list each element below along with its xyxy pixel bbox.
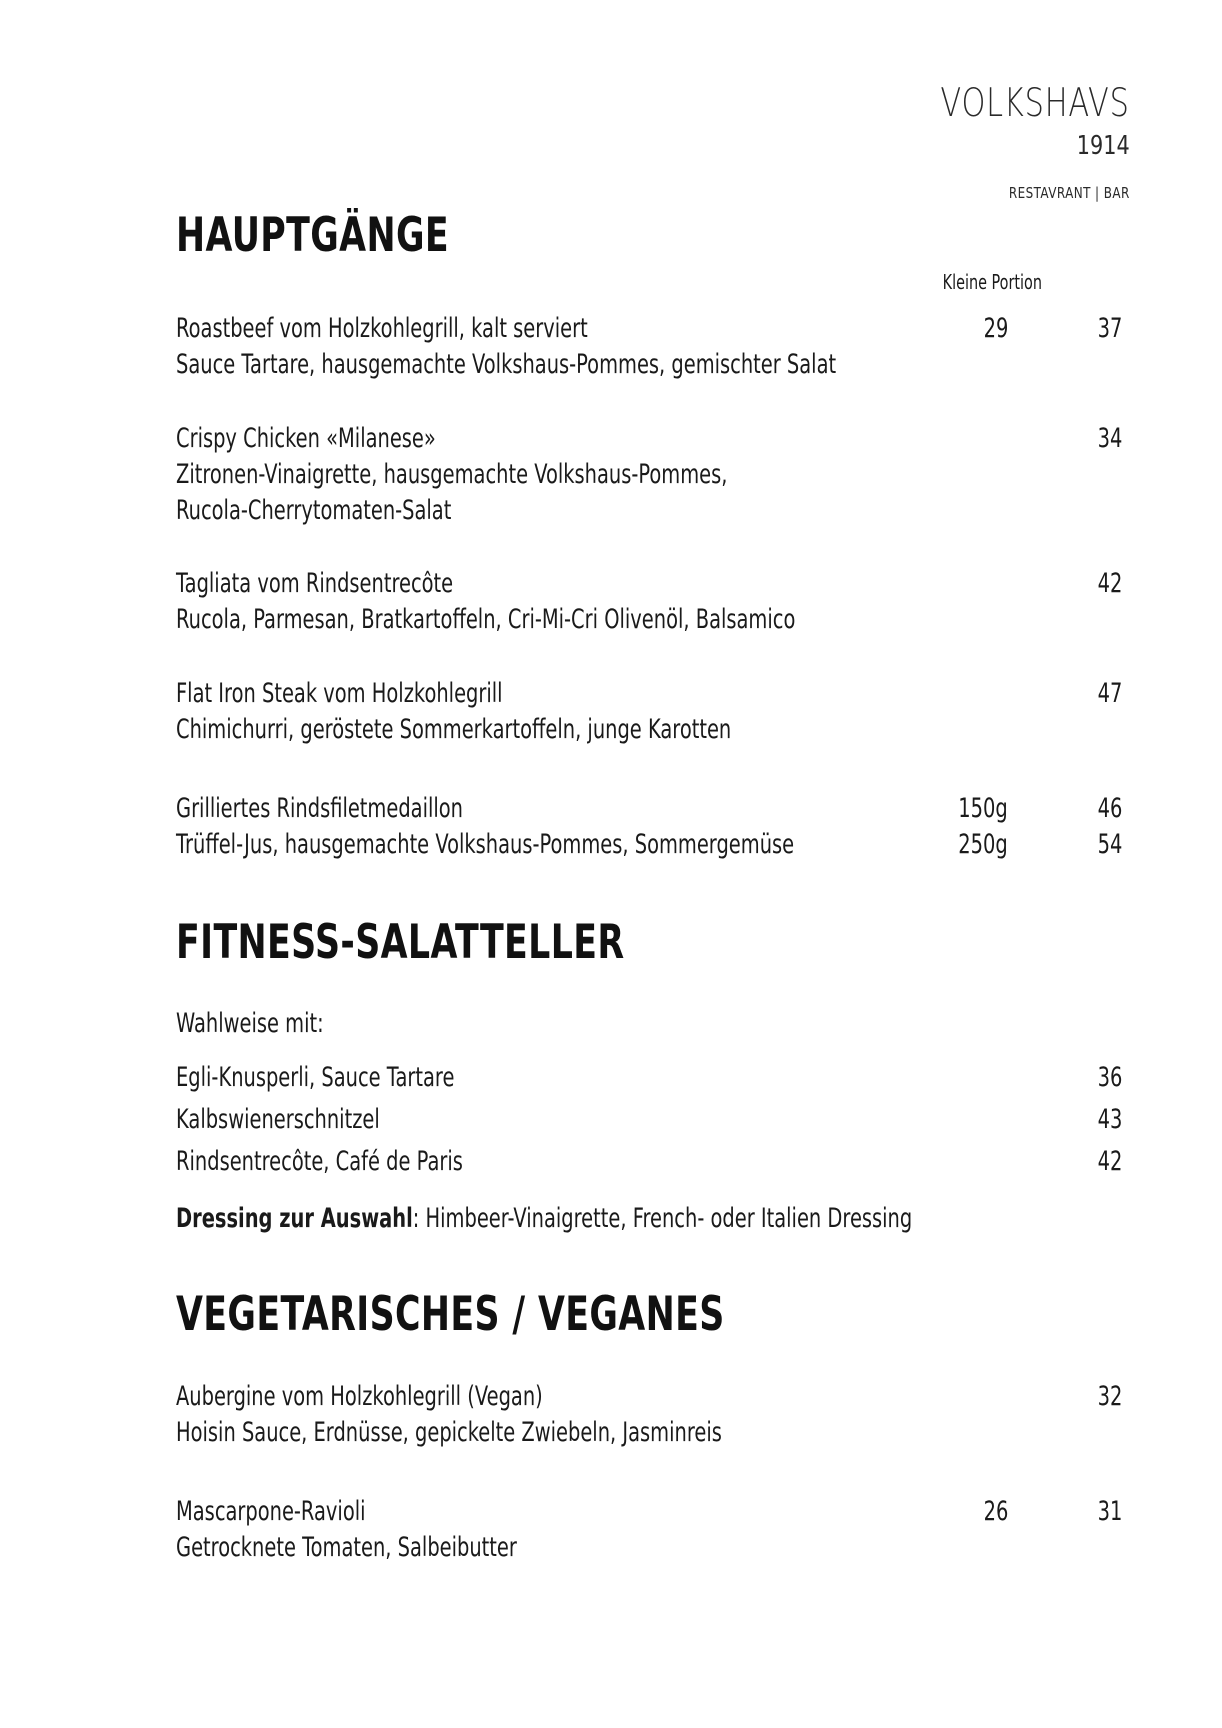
section-title-fitness: FITNESS-SALATTELLER bbox=[176, 915, 625, 970]
menu-item-name: Egli-Knusperli, Sauce Tartare bbox=[176, 1062, 455, 1093]
price: 31 bbox=[1097, 1496, 1122, 1527]
section-title-hauptgaenge: HAUPTGÄNGE bbox=[176, 208, 449, 263]
logo-year: 1914 bbox=[1077, 131, 1130, 161]
small-portion-label: Kleine Portion bbox=[942, 270, 1042, 294]
price: 37 bbox=[1097, 313, 1122, 344]
price: 43 bbox=[1097, 1104, 1122, 1135]
price-small-portion: 29 bbox=[983, 313, 1008, 344]
menu-item-description: Chimichurri, geröstete Sommerkartoffeln, junge Karotten bbox=[176, 714, 732, 745]
menu-item-name: Rindsentrecôte, Café de Paris bbox=[176, 1146, 463, 1177]
menu-item-name: Roastbeef vom Holzkohlegrill, kalt serviert bbox=[176, 313, 588, 344]
price: 42 bbox=[1097, 568, 1122, 599]
weight-option: 150g bbox=[958, 793, 1008, 824]
section-title-vegetarisch: VEGETARISCHES / VEGANES bbox=[176, 1287, 725, 1342]
menu-item-name: Tagliata vom Rindsentrecôte bbox=[176, 568, 454, 599]
menu-item-description: Getrocknete Tomaten, Salbeibutter bbox=[176, 1532, 517, 1563]
menu-item-description: Hoisin Sauce, Erdnüsse, gepickelte Zwiebeln, Jasminreis bbox=[176, 1417, 722, 1448]
menu-item-description: Trüffel-Jus, hausgemachte Volkshaus-Pommes, Sommergemüse bbox=[176, 829, 795, 860]
price-small-portion: 26 bbox=[983, 1496, 1008, 1527]
menu-item-description: Sauce Tartare, hausgemachte Volkshaus-Pommes, gemischter Salat bbox=[176, 349, 837, 380]
menu-item-name: Grilliertes Rindsfiletmedaillon bbox=[176, 793, 463, 824]
fitness-intro: Wahlweise mit: bbox=[176, 1008, 324, 1039]
dressing-label: Dressing zur Auswahl bbox=[176, 1203, 413, 1234]
menu-item-description: Rucola, Parmesan, Bratkartoffeln, Cri-Mi-Cri Olivenöl, Balsamico bbox=[176, 604, 796, 635]
logo-name: VOLKSHAVS bbox=[940, 81, 1130, 126]
price: 46 bbox=[1097, 793, 1122, 824]
dressing-line bbox=[176, 1201, 1199, 1237]
weight-option: 250g bbox=[958, 829, 1008, 860]
menu-item-name: Crispy Chicken «Milanese» bbox=[176, 423, 436, 454]
menu-item-name: Kalbswienerschnitzel bbox=[176, 1104, 380, 1135]
menu-item-name: Mascarpone-Ravioli bbox=[176, 1496, 366, 1527]
menu-item-description: Zitronen-Vinaigrette, hausgemachte Volkshaus-Pommes, bbox=[176, 459, 728, 490]
menu-item-name: Flat Iron Steak vom Holzkohlegrill bbox=[176, 678, 503, 709]
menu-item-name: Aubergine vom Holzkohlegrill (Vegan) bbox=[176, 1381, 543, 1412]
price: 42 bbox=[1097, 1146, 1122, 1177]
logo-subtitle: RESTAVRANT | BAR bbox=[1009, 184, 1130, 202]
price: 47 bbox=[1097, 678, 1122, 709]
price: 32 bbox=[1097, 1381, 1122, 1412]
restaurant-logo bbox=[887, 82, 1130, 202]
menu-item-description: Rucola-Cherrytomaten-Salat bbox=[176, 495, 452, 526]
dressing-options: : Himbeer-Vinaigrette, French- oder Italien Dressing bbox=[412, 1203, 913, 1234]
price: 54 bbox=[1097, 829, 1122, 860]
price: 34 bbox=[1097, 423, 1122, 454]
price: 36 bbox=[1097, 1062, 1122, 1093]
